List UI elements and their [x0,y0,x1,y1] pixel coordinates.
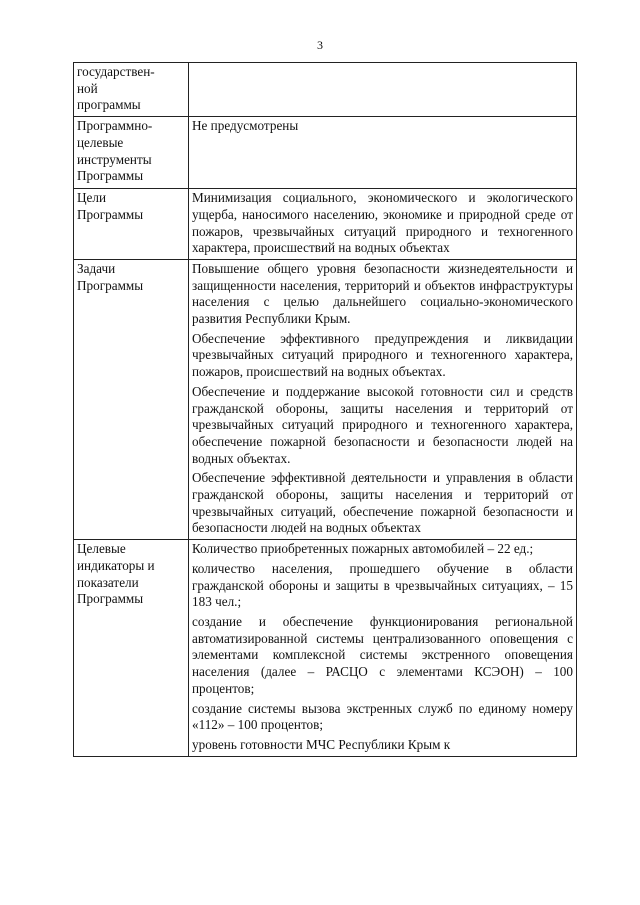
row-label-indicators [74,540,189,756]
label-line: программы [77,97,141,113]
value-paragraph: Не предусмотрены [192,118,299,134]
label-line: Программы [77,591,144,607]
label-line: государствен- [77,64,155,79]
table-row [74,259,577,539]
row-value-program-instruments [189,117,577,189]
table-row [74,117,577,189]
table-row [74,189,577,260]
label-line: Программно- [77,118,153,134]
row-value-indicators [189,540,577,756]
label-line: Задачи [77,260,116,276]
label-line: Программы [77,206,144,222]
value-paragraph: количество населения, прошедшего обучение в области гражданской обороны и защиты в чрезвычайных ситуациях, – 15 183 чел.; [192,560,573,610]
label-line: Цели [77,190,107,206]
label-line: Целевые [77,541,126,557]
value-paragraph: уровень готовности МЧС Республики Крым к [192,736,451,752]
value-paragraph: Минимизация социального, экономического и экологического ущерба, наносимого населению, экономике и природной среде от пожаров, чрезвычайных ситуаций природного и техногенного характера, происшествий на водных объектах [192,190,573,256]
value-paragraph: создание системы вызова экстренных служб по единому номеру «112» – 100 процентов; [192,700,573,733]
label-line: Программы [77,277,144,293]
row-value-state-program [189,63,577,117]
label-line: индикаторы и [77,557,155,573]
label-line: Программы [77,168,144,184]
value-paragraph: Повышение общего уровня безопасности жизнедеятельности и защищенности населения, территорий и объектов инфраструктуры населения с целью дальнейшего социально-экономического развития Республики Крым. [192,260,573,327]
row-label-tasks [74,259,189,539]
value-paragraph: Количество приобретенных пожарных автомобилей – 22 ед.; [192,541,534,557]
row-value-goals [189,189,577,260]
row-value-tasks [189,259,577,539]
label-line: целевые [77,134,124,150]
table-row [74,540,577,756]
label-line: инструменты [77,151,152,167]
page-number: 3 [317,38,323,52]
row-label-program-instruments [74,117,189,189]
value-paragraph: Обеспечение эффективного предупреждения и ликвидации чрезвычайных ситуаций природного и техногенного характера, пожаров, происшествий на водных объектах. [192,330,573,380]
row-label-state-program [74,63,189,117]
value-paragraph: Обеспечение и поддержание высокой готовности сил и средств гражданской обороны, защиты населения и территорий от чрезвычайных ситуаций природного и техногенного характера, обеспечение пожарной безопасности и безопасности людей на водных объектах. [192,383,573,466]
program-passport-table [73,62,577,757]
row-label-goals [74,189,189,260]
label-line: показатели [77,574,139,590]
table-row [74,63,577,117]
label-line: ной [77,80,98,96]
value-paragraph: Обеспечение эффективной деятельности и управления в области гражданской обороны, защиты населения и территорий от чрезвычайных ситуаций, обеспечение пожарной безопасности и безопасности людей на водных объектах [192,470,573,536]
value-paragraph: создание и обеспечение функционирования региональной автоматизированной системы централизованного оповещения с элементами комплексной системы экстренного оповещения населения (далее – РАСЦО с элементами КСЭОН) – 100 процентов; [192,613,573,696]
